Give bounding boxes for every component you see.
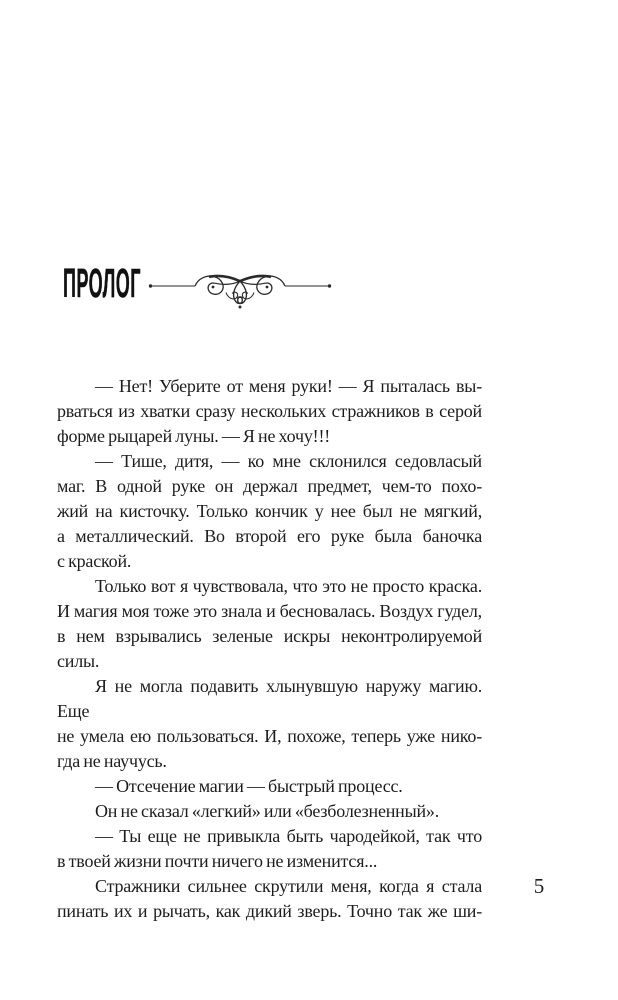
- text-line: — Нет! Уберите от меня руки! — Я пыталась вы-: [95, 376, 482, 396]
- text-line: — Тише, дитя, — ко мне склонился седовласый: [95, 451, 482, 471]
- text-line: жий на кисточку. Только кончик у нее был не мягкий,: [57, 501, 482, 521]
- text-line: И магия моя тоже это знала и бесновалась. Воздух гудел,: [57, 601, 482, 621]
- text-line: — Ты еще не привыкла быть чародейкой, так что: [95, 826, 482, 846]
- text-block: [57, 374, 482, 924]
- text-line: с краской.: [57, 551, 132, 571]
- flourish-divider-icon: [147, 264, 333, 310]
- text-line: форме рыцарей луны. — Я не хочу!!!: [57, 426, 331, 446]
- text-line: не умела ею пользоваться. И, похоже, теперь уже нико-: [57, 726, 482, 746]
- text-line: — Отсечение магии — быстрый процесс.: [95, 776, 403, 796]
- text-line: силы.: [57, 651, 100, 671]
- text-line: Он не сказал «легкий» или «безболезненный».: [95, 801, 440, 821]
- text-line: а металлический. Во второй его руке была баночка: [57, 526, 482, 546]
- text-line: рваться из хватки сразу нескольких стражников в серой: [57, 401, 482, 421]
- text-line: в нем взрывались зеленые искры неконтролируемой: [57, 626, 482, 646]
- chapter-title: ПРОЛОГ: [63, 260, 141, 306]
- page-number: 5: [533, 874, 545, 898]
- text-line: Стражники сильнее скрутили меня, когда я стала: [95, 876, 482, 896]
- text-line: в твоей жизни почти ничего не изменится...: [57, 851, 378, 871]
- text-line: Только вот я чувствовала, что это не просто краска.: [95, 576, 482, 596]
- text-line: Я не могла подавить хлынувшую наружу магию. Еще: [57, 676, 482, 721]
- text-line: гда не научусь.: [57, 751, 167, 771]
- text-line: пинать их и рычать, как дикий зверь. Точно так же ши-: [57, 901, 482, 921]
- text-line: маг. В одной руке он держал предмет, чем-то похо-: [57, 476, 482, 496]
